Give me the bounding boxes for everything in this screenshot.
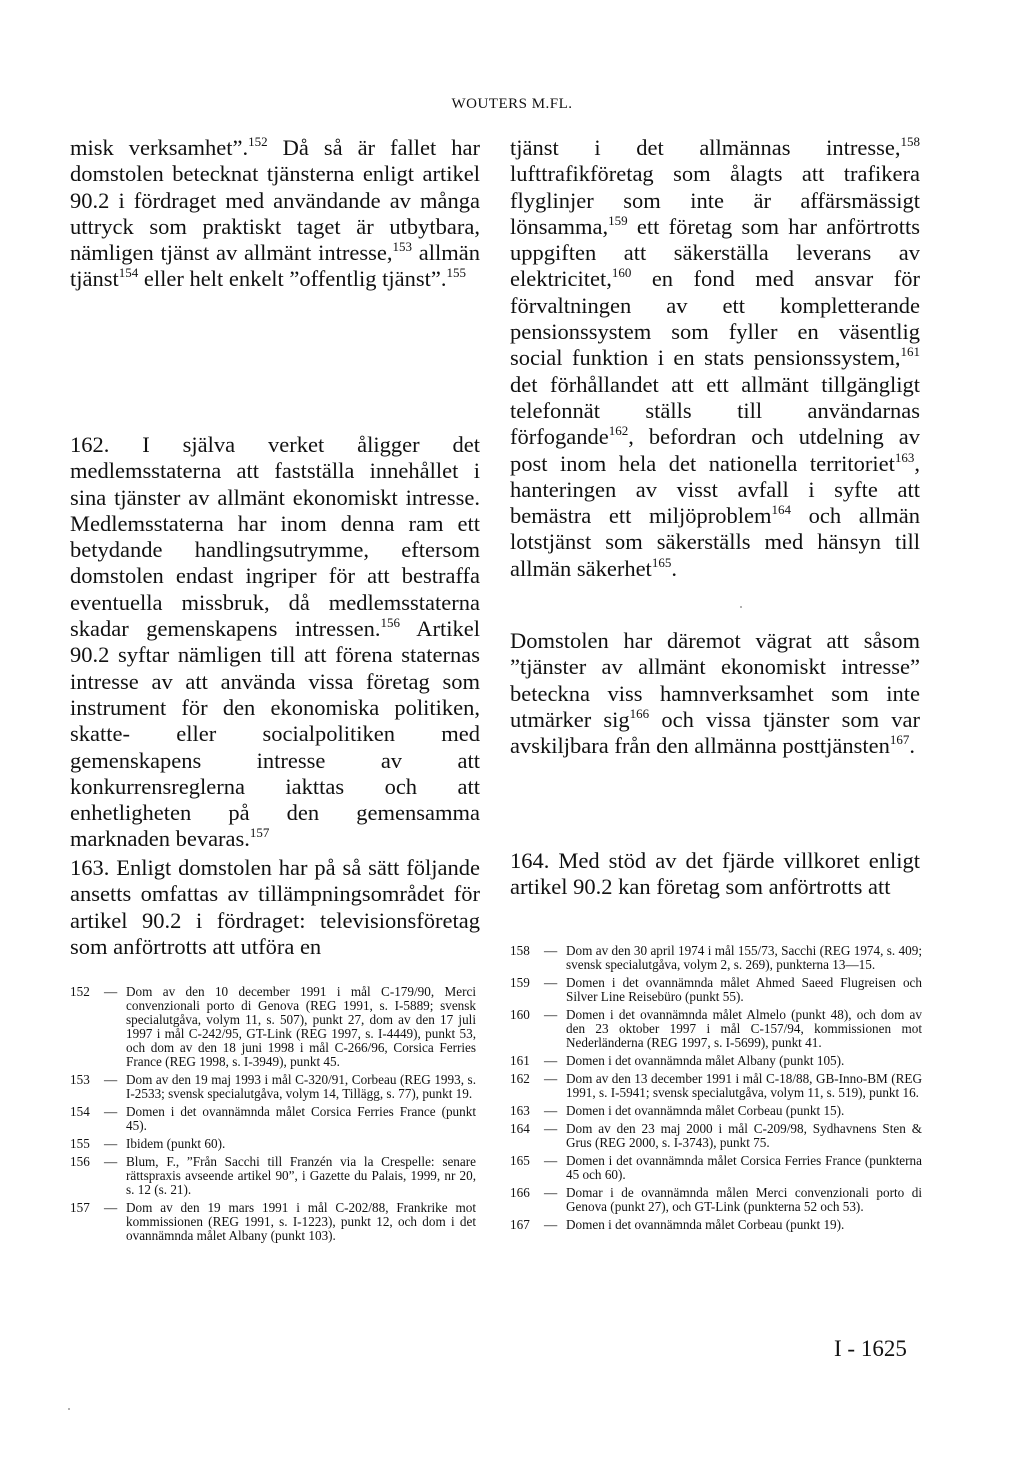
footnote [510,1008,922,1050]
footnote [510,1218,922,1232]
footnote-ref[interactable]: 162 [608,423,629,439]
footnote-dash: — [544,1071,558,1086]
footnote [70,1073,476,1101]
footnote-ref[interactable]: 166 [629,705,650,721]
footnote-ref[interactable]: 164 [771,502,791,518]
footnote-ref[interactable]: 167 [889,732,910,748]
footnote [70,1155,476,1197]
footnote [70,1137,476,1151]
footnote-ref[interactable]: 161 [900,344,920,360]
footnote-text: Domen i det ovannämnda målet Albany (punkt 105). [566,1053,845,1068]
footnote-text: Dom av den 19 maj 1993 i mål C-320/91, Corbeau (REG 1993, s. I-2533; svensk specialutgåva, volym 14, Tillägg, s. 77), punkt 19. [126,1072,476,1101]
footnote-dash: — [104,1154,118,1169]
footnote-ref[interactable]: 165 [651,554,672,570]
footnote-ref[interactable]: 155 [446,265,466,281]
footnote-number: 157 [70,1200,90,1215]
footnote-dash: — [544,1121,558,1136]
left-column-paragraph-163 [70,855,480,960]
footnote-number: 159 [510,975,530,990]
footnote-number: 163 [510,1103,530,1118]
page-number: I - 1625 [834,1336,907,1361]
running-header: WOUTERS M.FL. [451,96,573,112]
right-column [510,135,920,582]
footnote [510,976,922,1004]
left-column-paragraph-162 [70,432,480,853]
footnote-dash: — [104,1200,118,1215]
footnote-dash: — [544,975,558,990]
footnote-text: Domen i det ovannämnda målet Corbeau (punkt 19). [566,1217,845,1232]
footnote-text: Dom av den 13 december 1991 i mål C-18/88, GB-Inno-BM (REG 1991, s. I-5941; svensk specialutgåva, volym 11, s. 519), punkt 16. [566,1071,922,1100]
right-column-paragraph-2 [510,628,920,759]
footnote-dash: — [104,1104,118,1119]
footnote-text: Domen i det ovannämnda målet Corsica Ferries France (punkt 45). [126,1104,476,1133]
footnote-ref[interactable]: 163 [894,449,915,465]
paragraph-refusal: Domstolen har däremot vägrat att såsom ”tjänster av allmänt ekonomiskt intresse” beteckna viss hamnverksamhet som inte utmärker sig$^{166}$ och vissa tjänster som var avskiljbara från den allmänna posttjänsten$^{167}$. [510,628,921,759]
footnote-text: Domen i det ovannämnda målet Corbeau (punkt 15). [566,1103,845,1118]
left-column [70,135,480,293]
footnote [510,1186,922,1214]
footnote-text: Blum, F., ”Från Sacchi till Franzén via la Crespelle: senare rättspraxis avseende artikel 90”, i Gazette du Palais, 1999, nr 20, s. 12 (s. 21). [126,1154,476,1197]
footnote-number: 152 [70,984,90,999]
footnote-list-left [70,985,476,1243]
footnote-text: Domar i de ovannämnda målen Merci convenzionali porto di Genova (punkt 27), och GT-Link (punkterna 52 och 53). [566,1185,922,1214]
footnote-text: Ibidem (punkt 60). [126,1136,226,1151]
footnote [510,944,922,972]
footnote [70,1105,476,1133]
footnote-text: Dom av den 30 april 1974 i mål 155/73, Sacchi (REG 1974, s. 409; svensk specialutgåva, volym 2, s. 269), punkterna 13—15. [566,943,922,972]
footnote-number: 166 [510,1185,530,1200]
footnote-dash: — [104,1136,118,1151]
footnote-ref[interactable]: 156 [380,615,401,631]
footnote [510,1122,922,1150]
footnote-number: 156 [70,1154,90,1169]
footnote-ref[interactable]: 153 [392,239,413,255]
footnote-ref[interactable]: 157 [249,825,270,841]
footnote-number: 161 [510,1053,530,1068]
footnote-number: 158 [510,943,530,958]
footnote-text: Domen i det ovannämnda målet Almelo (punkt 48), och dom av den 23 oktober 1997 i mål C-157/94, kommissionen mot Nederländerna (REG 1997, s. I-5699), punkt 41. [566,1007,922,1050]
footnote-number: 164 [510,1121,530,1136]
footnote-dash: — [544,1185,558,1200]
footnote-ref[interactable]: 152 [248,134,268,149]
footnote-text: Dom av den 10 december 1991 i mål C-179/90, Merci convenzionali porto di Genova (REG 1991, s. I-5889; svensk specialutgåva, volym 11, s. 507), punkt 27, dom av den 17 juli 1997 i mål C-242/95, GT-Link (REG 1997, s. I-4449), punkt 53, och dom av den 18 juni 1998 i mål C-266/96, Corsica Ferries France (REG 1998, s. I-3949), punkt 45. [126,984,476,1069]
footnote-list-right [510,944,922,1232]
paragraph-162: 162. I själva verket åligger det medlemsstaterna att fastställa innehållet i sina tjänster av allmänt ekonomiskt intresse. Medlemsstaterna har inom denna ram ett betydande handlingsutrymme, eftersom domstolen endast ingriper för att bestraffa eventuella missbruk, då medlemsstaterna skadar gemenskapens intressen.$^{156}$ Artikel 90.2 syftar nämligen till att förena staternas intresse av att använda vissa företag som instrument för den ekonomiska politiken, skatte- eller socialpolitiken med gemenskapens intresse av att konkurrensreglerna iakttas och att enhetligheten på den gemensamma marknaden bevaras.$^{157}$ [70,432,480,852]
footnote-dash: — [544,1007,558,1022]
paragraph-164: 164. Med stöd av det fjärde villkoret enligt artikel 90.2 kan företag som anförtrotts att [510,848,920,900]
footnote-text: Domen i det ovannämnda målet Corsica Ferries France (punkterna 45 och 60). [566,1153,922,1182]
footnote-ref[interactable]: 154 [118,265,139,281]
paragraph-163-continued: tjänst i det allmännas intresse,$^{158}$ lufttrafikföretag som ålagts att trafikera flyglinjer som inte är affärsmässigt lönsamma,$^{159}$ ett företag som har anförtrotts uppgiften att säkerställa leverans av elektricitet,$^{160}$ en fond med ansvar för förvaltningen av ett kompletterande pensionssystem som fyller en väsentlig social funktion i en stats pensionssystem,$^{161}$ det förhållandet att ett allmänt tillgängligt telefonnät ställs till användarnas förfogande$^{162}$, befordran och utdelning av post inom hela det nationella territoriet$^{163}$, hanteringen av visst avfall i syfte att bemästra ett miljöproblem$^{164}$ och allmän lotstjänst som säkerställs med hänsyn till allmän säkerhet$^{165}$. [510,134,920,581]
footnotes-left [70,985,476,1247]
footnote-ref[interactable]: 159 [608,212,628,228]
footnote-dash: — [104,984,118,999]
footnote [70,1201,476,1243]
footnote [510,1154,922,1182]
footnotes-right [510,944,922,1236]
footnote-dash: — [544,1153,558,1168]
footnote-dash: — [544,1053,558,1068]
footnote-dash: — [544,943,558,958]
footnote [510,1072,922,1100]
footnote-number: 155 [70,1136,90,1151]
paragraph-163: 163. Enligt domstolen har på så sätt följande ansetts omfattas av tillämpningsområdet för artikel 90.2 i fördraget: televisionsföretag som anförtrotts att utföra en [70,855,480,959]
footnote [70,985,476,1069]
footnote-text: Dom av den 23 maj 2000 i mål C-209/98, Sydhavnens Sten & Grus (REG 2000, s. I-3743), punkt 75. [566,1121,922,1150]
footnote-text: Dom av den 19 mars 1991 i mål C-202/88, Frankrike mot kommissionen (REG 1991, s. I-1223), punkt 12, och dom i det ovannämnda målet Albany (punkt 103). [126,1200,476,1243]
footnote-dash: — [544,1103,558,1118]
footnote [510,1104,922,1118]
footnote-text: Domen i det ovannämnda målet Ahmed Saeed Flugreisen och Silver Line Reisebüro (punkt 55). [566,975,922,1004]
footnote-number: 160 [510,1007,530,1022]
footnote-number: 165 [510,1153,530,1168]
right-column-paragraph-164 [510,848,920,901]
footnote-number: 162 [510,1071,530,1086]
footnote-ref[interactable]: 160 [611,265,632,281]
footnote [510,1054,922,1068]
footnote-number: 154 [70,1104,90,1119]
footnote-number: 153 [70,1072,90,1087]
paragraph-161-end: misk verksamhet”.$^{152}$ Då så är fallet har domstolen betecknat tjänsterna enligt artikel 90.2 i fördraget med användande av många uttryck som praktiskt taget är utbytbara, nämligen tjänst av allmänt intresse,$^{153}$ allmän tjänst$^{154}$ eller helt enkelt ”offentlig tjänst”.$^{155}$ [70,134,481,292]
footnote-number: 167 [510,1217,530,1232]
scan-speck [740,606,742,608]
scan-speck [68,1408,70,1410]
footnote-ref[interactable]: 158 [900,134,920,149]
footnote-dash: — [104,1072,118,1087]
footnote-dash: — [544,1217,558,1232]
